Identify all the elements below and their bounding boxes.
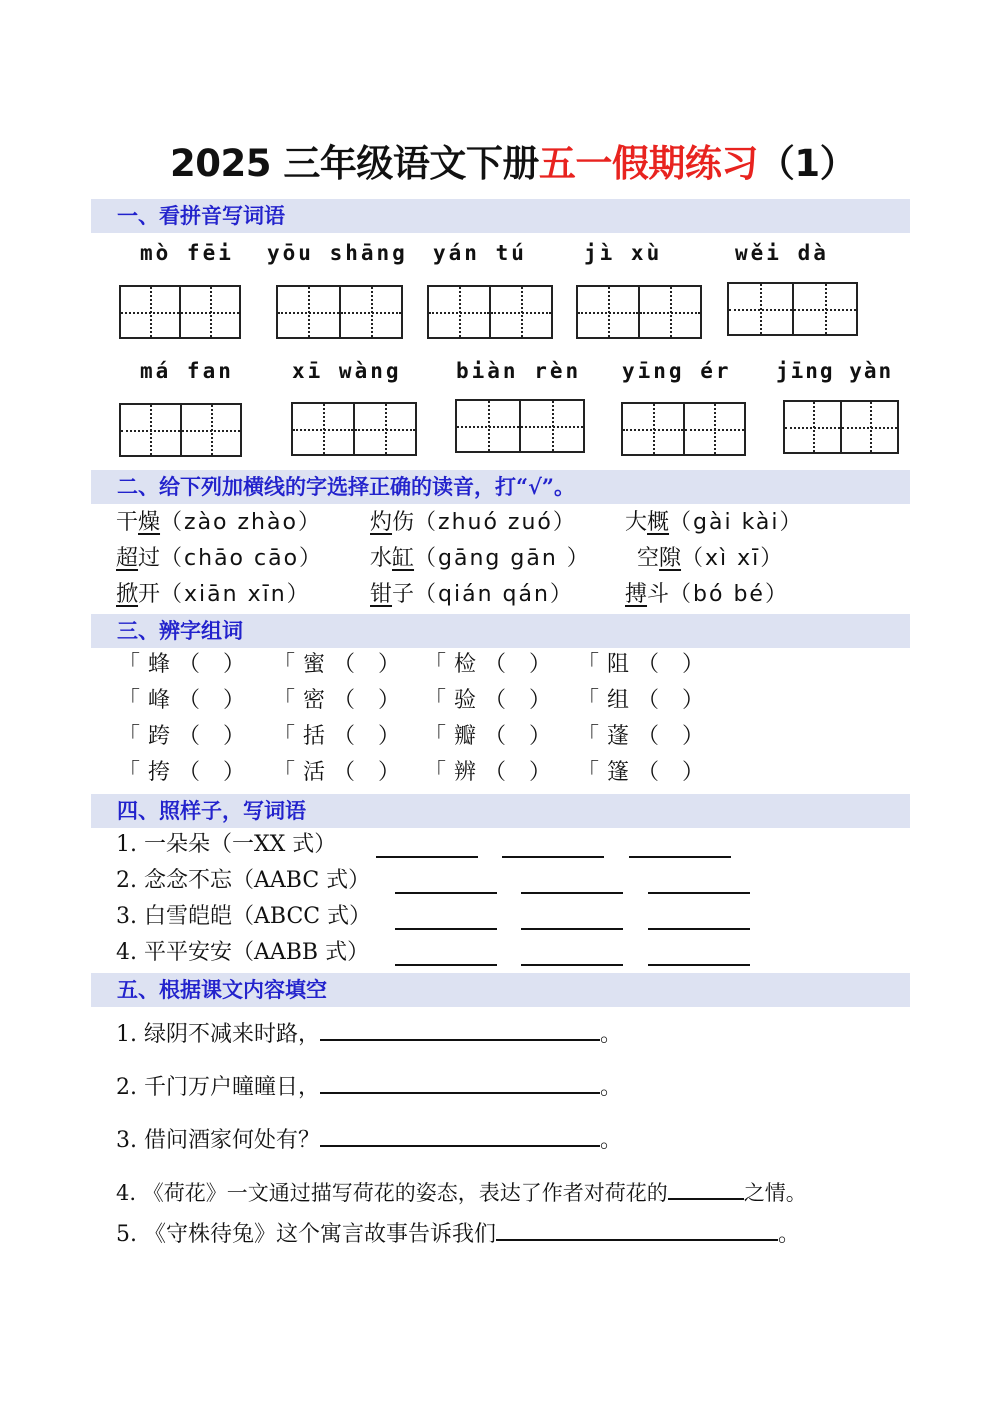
word-suffix: 伤: [392, 510, 415, 535]
pronunciation-item[interactable]: [370, 580, 574, 610]
prompt-text: 5. 《守株待兔》这个寓言故事告诉我们: [116, 1222, 496, 1247]
answer-line[interactable]: [376, 856, 478, 858]
word-prefix: 空: [637, 546, 660, 571]
answer-line[interactable]: [521, 928, 623, 930]
answer-line[interactable]: [648, 964, 750, 966]
pattern-item: 3. 白雪皑皑（ABCC 式）: [116, 904, 372, 929]
pronunciation-item[interactable]: [625, 508, 804, 538]
pinyin-options[interactable]: （xì xī）: [681, 546, 785, 571]
underlined-char: 灼: [370, 510, 393, 535]
prompt-text: 1. 绿阴不减来时路，: [116, 1022, 320, 1047]
underlined-char: 概: [647, 510, 670, 535]
char-group-item[interactable]: 「蜂（ ）: [118, 652, 253, 677]
section-3-title: 三、辨字组词: [117, 618, 243, 643]
prompt-text: 2. 千门万户曈曈日，: [116, 1075, 320, 1100]
answer-line[interactable]: [521, 964, 623, 966]
pinyin-1-2: yōu shāng: [267, 241, 408, 265]
pinyin-2-1: má fan: [140, 359, 234, 383]
ending-text: 之情。: [743, 1181, 807, 1205]
pattern-item: 4. 平平安安（AABB 式）: [116, 940, 370, 965]
word-suffix: 斗: [647, 582, 670, 607]
answer-line[interactable]: [648, 928, 750, 930]
answer-line[interactable]: [648, 892, 750, 894]
underlined-char: 隙: [659, 546, 682, 571]
pinyin-2-2: xī wàng: [292, 359, 402, 383]
section-3-header: [91, 614, 910, 648]
pattern-item: 1. 一朵朵（一XX 式）: [116, 832, 337, 857]
writing-box[interactable]: [783, 400, 899, 454]
answer-blank[interactable]: [668, 1180, 744, 1200]
underlined-char: 钳: [370, 582, 393, 607]
answer-line[interactable]: [395, 892, 497, 894]
pronunciation-item[interactable]: [625, 580, 789, 610]
char-group-item[interactable]: 「检（ ）: [424, 652, 559, 677]
writing-box[interactable]: [119, 403, 242, 457]
char-group-item[interactable]: 「阻（ ）: [577, 652, 712, 677]
pinyin-1-1: mò fēi: [140, 241, 234, 265]
ending-text: 。: [599, 1022, 622, 1047]
underlined-char: 搏: [625, 582, 648, 607]
fill-blank-item: [116, 1020, 622, 1050]
char-group-item[interactable]: 「辨（ ）: [424, 760, 559, 785]
pronunciation-item[interactable]: [370, 544, 591, 574]
char-group-item[interactable]: 「篷（ ）: [577, 760, 712, 785]
answer-blank[interactable]: [320, 1127, 600, 1147]
writing-box[interactable]: [291, 402, 417, 456]
writing-box[interactable]: [427, 285, 553, 339]
section-4-header: [91, 794, 910, 828]
pinyin-2-3: biàn rèn: [456, 359, 582, 383]
word-prefix: 水: [370, 546, 393, 571]
section-2-header: [91, 470, 910, 504]
prompt-text: 3. 借问酒家何处有？: [116, 1128, 320, 1153]
ending-text: 。: [599, 1128, 622, 1153]
char-group-item[interactable]: 「峰（ ）: [118, 688, 253, 713]
char-group-item[interactable]: 「蜜（ ）: [273, 652, 408, 677]
writing-box[interactable]: [119, 285, 241, 339]
ending-text: 。: [778, 1222, 801, 1247]
answer-line[interactable]: [395, 964, 497, 966]
prompt-text: 4. 《荷花》一文通过描写荷花的姿态，表达了作者对荷花的: [116, 1181, 668, 1205]
char-group-item[interactable]: 「跨（ ）: [118, 724, 253, 749]
answer-line[interactable]: [521, 892, 623, 894]
answer-blank[interactable]: [496, 1221, 778, 1241]
pinyin-2-5: jīng yàn: [776, 359, 894, 383]
fill-blank-item: [116, 1126, 622, 1156]
word-suffix: 子: [392, 582, 415, 607]
writing-box[interactable]: [621, 402, 746, 456]
section-5-title: 五、根据课文内容填空: [117, 977, 327, 1002]
char-group-item[interactable]: 「蓬（ ）: [577, 724, 712, 749]
answer-blank[interactable]: [320, 1074, 600, 1094]
ending-text: 。: [599, 1075, 622, 1100]
title-red: 五一假期练习: [538, 142, 758, 185]
section-1-header: [91, 199, 910, 233]
char-group-item[interactable]: 「组（ ）: [577, 688, 712, 713]
pronunciation-item[interactable]: [637, 544, 784, 574]
section-2-title: 二、给下列加横线的字选择正确的读音，打“√”。: [117, 474, 575, 499]
char-group-item[interactable]: 「验（ ）: [424, 688, 559, 713]
writing-box[interactable]: [576, 285, 702, 339]
answer-line[interactable]: [395, 928, 497, 930]
pronunciation-item[interactable]: [116, 580, 311, 610]
title-black: 2025 三年级语文下册: [170, 142, 539, 185]
char-group-item[interactable]: 「挎（ ）: [118, 760, 253, 785]
title-suffix: （1）: [757, 142, 857, 185]
writing-box[interactable]: [276, 285, 403, 339]
word-suffix: 开: [138, 582, 161, 607]
pinyin-options[interactable]: （gāng gān ）: [414, 546, 591, 571]
underlined-char: 掀: [116, 582, 139, 607]
answer-line[interactable]: [629, 856, 731, 858]
pinyin-options[interactable]: （gài kài）: [669, 510, 804, 535]
pinyin-options[interactable]: （qián qán）: [414, 582, 574, 607]
answer-line[interactable]: [502, 856, 604, 858]
writing-box[interactable]: [455, 399, 585, 453]
char-group-item[interactable]: 「括（ ）: [273, 724, 408, 749]
pronunciation-item[interactable]: [370, 508, 577, 538]
writing-box[interactable]: [727, 282, 858, 336]
pinyin-1-3: yán tú: [433, 241, 527, 265]
pinyin-2-4: yīng ér: [622, 359, 732, 383]
pinyin-options[interactable]: （zào zhào）: [160, 510, 322, 535]
word-prefix: 干: [116, 510, 139, 535]
pronunciation-item[interactable]: [116, 544, 323, 574]
fill-blank-item: [116, 1220, 800, 1250]
pattern-item: 2. 念念不忘（AABC 式）: [116, 868, 371, 893]
pinyin-options[interactable]: （bó bé）: [669, 582, 789, 607]
char-group-item[interactable]: 「活（ ）: [273, 760, 408, 785]
pinyin-options[interactable]: （chāo cāo）: [160, 546, 324, 571]
section-1-title: 一、看拼音写词语: [117, 203, 285, 228]
word-suffix: 过: [138, 546, 161, 571]
word-prefix: 大: [625, 510, 648, 535]
char-group-item[interactable]: 「瓣（ ）: [424, 724, 559, 749]
underlined-char: 缸: [392, 546, 415, 571]
pinyin-options[interactable]: （xiān xīn）: [160, 582, 311, 607]
section-5-header: [91, 973, 910, 1007]
pinyin-options[interactable]: （zhuó zuó）: [414, 510, 577, 535]
underlined-char: 燥: [138, 510, 161, 535]
underlined-char: 超: [116, 546, 139, 571]
pronunciation-item[interactable]: [116, 508, 322, 538]
page-title: [170, 138, 910, 190]
section-4-title: 四、照样子，写词语: [117, 798, 306, 823]
answer-blank[interactable]: [320, 1021, 600, 1041]
pinyin-1-5: wěi dà: [735, 241, 829, 265]
pinyin-1-4: jì xù: [584, 241, 663, 265]
fill-blank-item: [116, 1178, 807, 1208]
fill-blank-item: [116, 1073, 622, 1103]
char-group-item[interactable]: 「密（ ）: [273, 688, 408, 713]
